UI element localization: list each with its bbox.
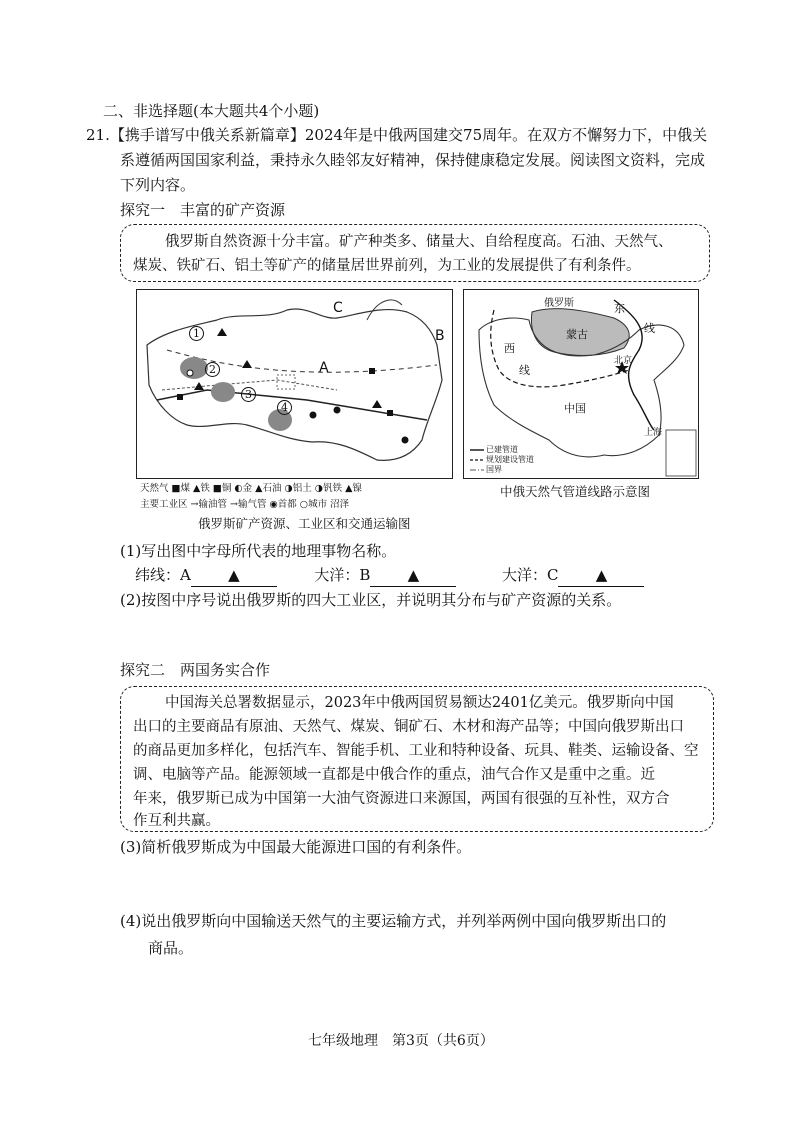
label-east: 东 xyxy=(614,302,625,315)
map1-caption: 俄罗斯矿产资源、工业区和交通运输图 xyxy=(198,516,411,531)
explore2-line5: 年来，俄罗斯已成为中国第一大油气资源进口来源国，两国有很强的互补性，双方合 xyxy=(133,791,670,807)
explore2-title: 探究二 两国务实合作 xyxy=(120,661,271,679)
ocean-c-label: 大洋：C xyxy=(502,566,559,584)
answer-blank-c[interactable]: ▲ xyxy=(558,564,644,587)
zone-2-label: 2 xyxy=(205,362,220,377)
explore2-line6: 作互利共赢。 xyxy=(133,813,220,829)
label-mongolia: 蒙古 xyxy=(566,328,588,341)
label-west: 西 xyxy=(504,342,515,355)
page-footer: 七年级地理 第3页（共6页） xyxy=(308,1033,494,1049)
map1-legend-row1: 天然气 ■煤 ▲铁 ■铜 ◐金 ▲石油 ◑铝土 ◑钒铁 ▲镍 xyxy=(140,483,362,494)
q1-text: (1)写出图中字母所代表的地理事物名称。 xyxy=(120,542,397,560)
zone-1-label: 1 xyxy=(189,326,204,341)
q21-intro-line1: 21.【携手谱写中俄关系新篇章】2024年是中俄两国建交75周年。在双方不懈努力下，中俄关 xyxy=(86,126,708,144)
q21-intro-line2: 系遵循两国国家利益，秉持永久睦邻友好精神，保持健康稳定发展。阅读图文资料，完成 xyxy=(120,151,706,169)
explore1-textbox xyxy=(120,224,710,282)
map1-legend-row2: 主要工业区 →输油管 →输气管 ◉首都 ○城市 沼泽 xyxy=(140,499,350,510)
q21-intro-line3: 下列内容。 xyxy=(120,176,196,194)
explore2-line4: 调、电脑等产品。能源领域一直都是中俄合作的重点，油气合作又是重中之重。近 xyxy=(133,767,655,783)
label-beijing: 北京 xyxy=(614,356,633,366)
map-letter-c: C xyxy=(333,300,343,316)
label-east-line: 线 xyxy=(644,322,655,335)
section-title: 二、非选择题(本大题共4个小题) xyxy=(103,102,320,120)
explore2-line1: 中国海关总署数据显示，2023年中俄两国贸易额达2401亿美元。俄罗斯向中国 xyxy=(165,695,674,711)
lat-label: 纬线：A xyxy=(135,566,191,584)
q3-text: (3)简析俄罗斯成为中国最大能源进口国的有利条件。 xyxy=(120,838,472,856)
zone-3-label: 3 xyxy=(241,387,256,402)
russia-map xyxy=(136,289,453,479)
explore2-line2: 出口的主要商品有原油、天然气、煤炭、铜矿石、木材和海产品等；中国向俄罗斯出口 xyxy=(133,719,684,735)
q4-line1: (4)说出俄罗斯向中国输送天然气的主要运输方式，并列举两例中国向俄罗斯出口的 xyxy=(120,912,667,930)
legend-border: 国界 xyxy=(486,465,502,474)
label-russia: 俄罗斯 xyxy=(544,298,574,309)
q4-line2: 商品。 xyxy=(148,939,194,957)
map-letter-b: B xyxy=(435,328,445,344)
answer-blank-a[interactable]: ▲ xyxy=(191,564,277,587)
label-shanghai: 上海 xyxy=(644,428,663,438)
q1-blanks xyxy=(135,564,644,587)
explore2-line3: 的商品更加多样化，包括汽车、智能手机、工业和特种设备、玩具、鞋类、运输设备、空 xyxy=(133,743,699,759)
legend-built: 已建管道 xyxy=(486,445,518,454)
explore1-text-line2: 煤炭、铁矿石、铝土等矿产的储量居世界前列，为工业的发展提供了有利条件。 xyxy=(133,258,641,274)
map2-caption: 中俄天然气管道线路示意图 xyxy=(500,484,651,499)
label-china: 中国 xyxy=(564,402,586,415)
ocean-b-label: 大洋：B xyxy=(314,566,371,584)
explore1-text-line1: 俄罗斯自然资源十分丰富。矿产种类多、储量大、自给程度高。石油、天然气、 xyxy=(165,234,673,250)
zone-4-label: 4 xyxy=(277,400,292,415)
label-west-line: 线 xyxy=(519,364,530,377)
explore1-title: 探究一 丰富的矿产资源 xyxy=(120,201,286,219)
explore2-textbox xyxy=(120,686,714,832)
q2-text: (2)按图中序号说出俄罗斯的四大工业区，并说明其分布与矿产资源的关系。 xyxy=(120,591,622,609)
russia-map-drawing xyxy=(137,290,453,479)
pipeline-map xyxy=(463,289,699,479)
answer-blank-b[interactable]: ▲ xyxy=(370,564,456,587)
map-letter-a: A xyxy=(319,360,329,376)
legend-planned: 规划建设管道 xyxy=(486,455,534,464)
